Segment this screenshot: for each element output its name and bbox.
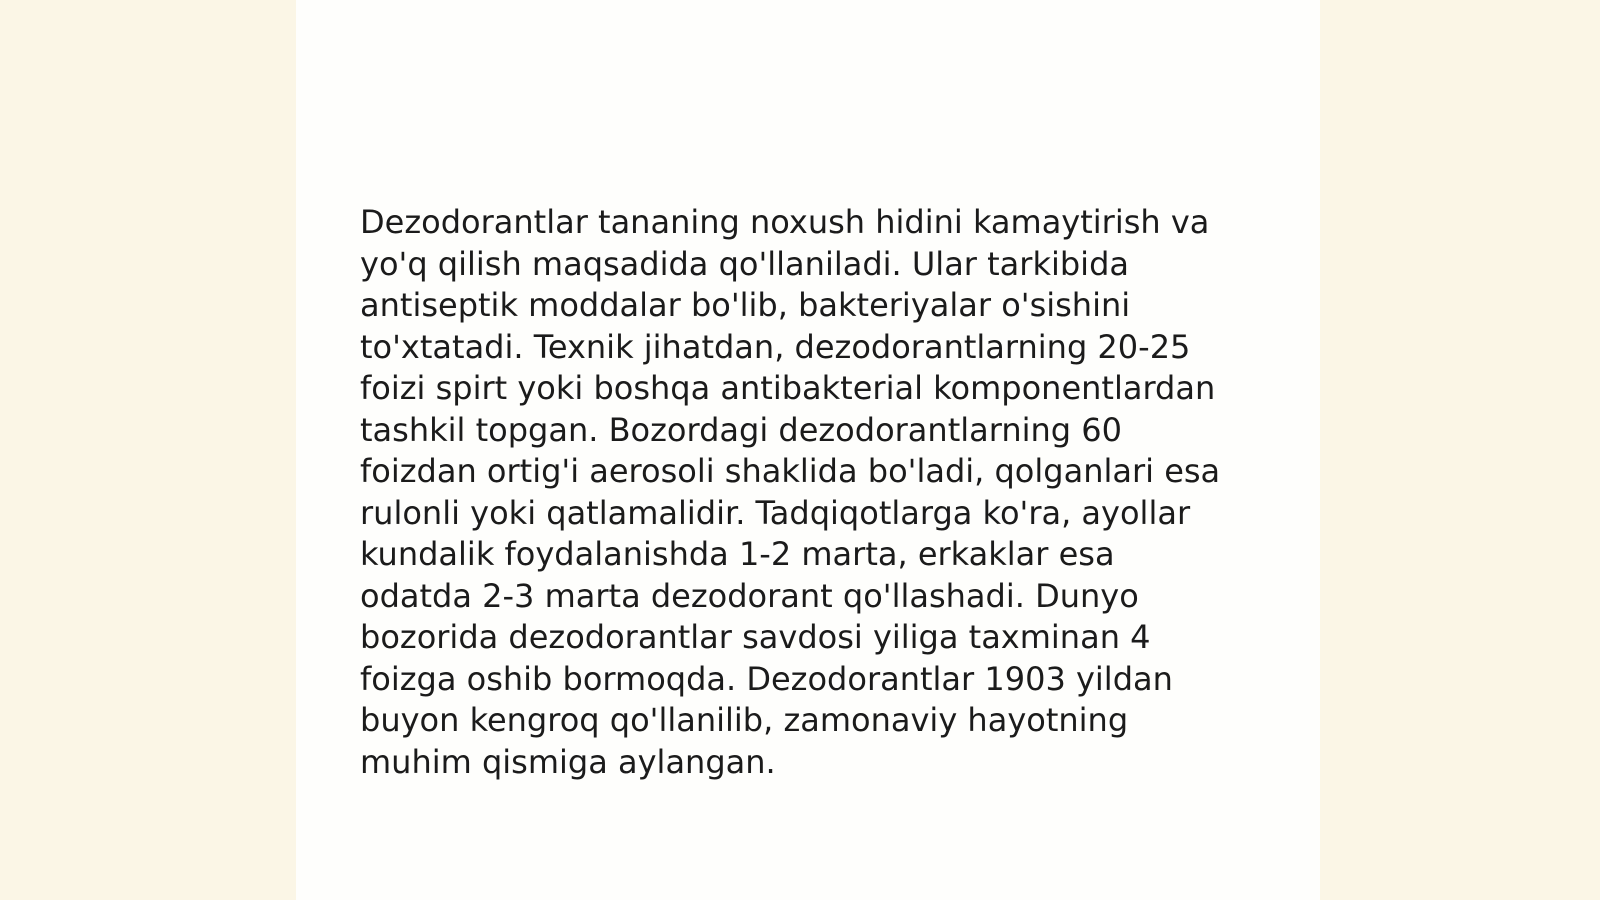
paragraph-line: antiseptik moddalar bo'lib, bakteriyalar o'sishini: [360, 286, 1131, 324]
paragraph-line: to'xtatadi. Texnik jihatdan, dezodorantlarning 20-25: [360, 327, 1191, 366]
right-margin-background: [1320, 0, 1600, 900]
paragraph-line: bozorida dezodorantlar savdosi yiliga taxminan 4: [360, 618, 1151, 656]
paragraph-line: odatda 2-3 marta dezodorant qo'llashadi. Dunyo: [360, 576, 1139, 615]
paragraph-line: kundalik foydalanishda 1-2 marta, erkaklar esa: [360, 535, 1115, 573]
document-page: [296, 0, 1320, 900]
left-margin-background: [0, 0, 296, 900]
paragraph-line: foizdan ortig'i aerosoli shaklida bo'ladi, qolganlari esa: [360, 452, 1221, 490]
paragraph-line: tashkil topgan. Bozordagi dezodorantlarning 60: [360, 410, 1122, 449]
body-paragraph: [360, 202, 1260, 783]
paragraph-line: Dezodorantlar tananing noxush hidini kamaytirish va: [360, 203, 1210, 241]
paragraph-line: rulonli yoki qatlamalidir. Tadqiqotlarga ko'ra, ayollar: [360, 493, 1191, 532]
paragraph-line: yo'q qilish maqsadida qo'llaniladi. Ular tarkibida: [360, 244, 1129, 283]
paragraph-line: buyon kengroq qo'llanilib, zamonaviy hayotning: [360, 701, 1129, 739]
paragraph-line: muhim qismiga aylangan.: [360, 742, 776, 781]
paragraph-line: foizi spirt yoki boshqa antibakterial komponentlardan: [360, 369, 1216, 407]
paragraph-line: foizga oshib bormoqda. Dezodorantlar 1903 yildan: [360, 659, 1173, 698]
